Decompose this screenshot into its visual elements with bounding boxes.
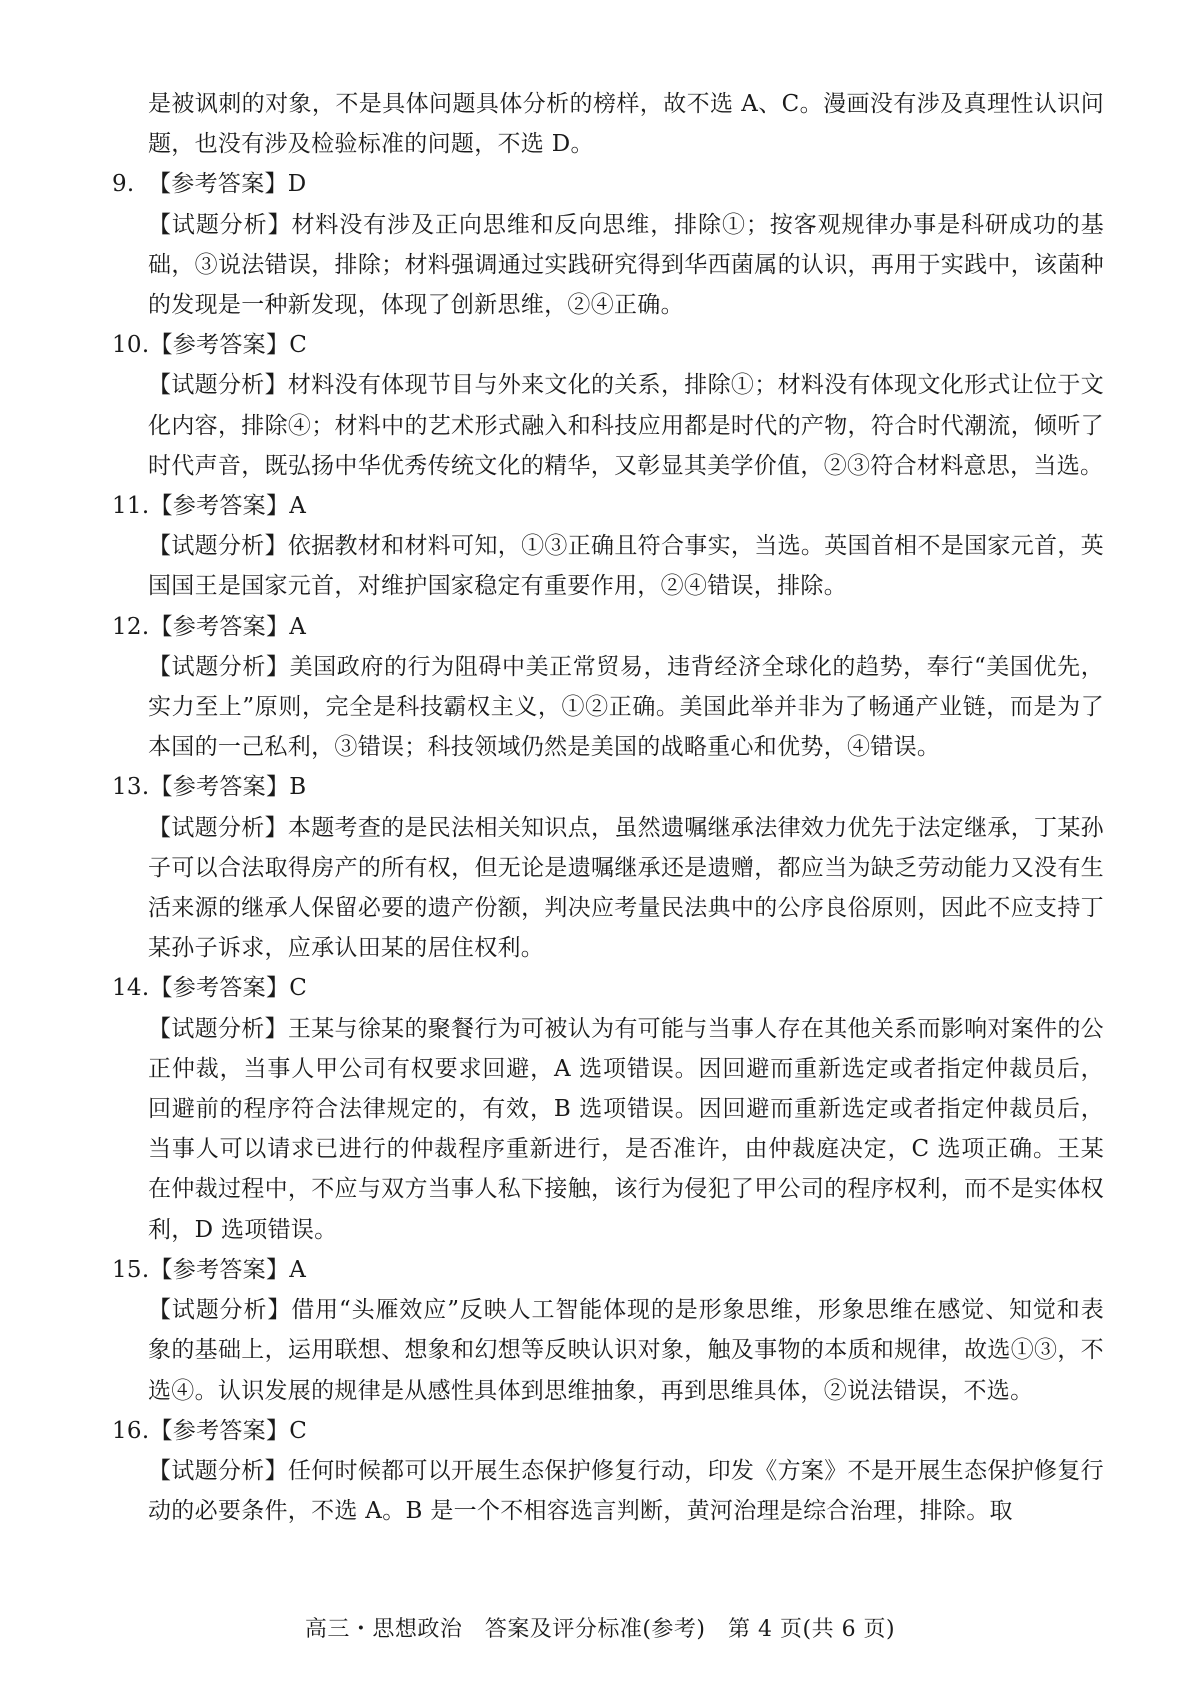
analysis-paragraph: 【试题分析】借用“头雁效应”反映人工智能体现的是形象思维，形象思维在感觉、知觉和表象的基础上，运用联想、想象和幻想等反映认识对象，触及事物的本质和规律，故选①③，不选④。认识发展的规律是从感性具体到思维抽象，再到思维具体，②说法错误，不选。 [148,1297,1104,1404]
item-number: 10. [112,332,150,359]
reference-answer: 【参考答案】C [149,975,308,1002]
item-number: 9. [112,171,135,198]
item-number: 13. [112,774,150,801]
reference-answer: 【参考答案】A [149,493,307,520]
answer-item-10 [112,325,1104,486]
answer-item-13 [112,767,1104,968]
reference-answer: 【参考答案】A [149,1256,307,1283]
reference-answer: 【参考答案】B [149,774,307,801]
reference-answer: 【参考答案】C [149,1417,308,1444]
answer-item-16 [112,1411,1104,1532]
analysis-paragraph: 【试题分析】材料没有涉及正向思维和反向思维，排除①；按客观规律办事是科研成功的基础，③说法错误，排除；材料强调通过实践研究得到华西菌属的认识，再用于实践中，该菌种的发现是一种新发现，体现了创新思维，②④正确。 [148,211,1104,319]
answer-item-15 [112,1250,1104,1411]
continuation-paragraph: 是被讽刺的对象，不是具体问题具体分析的榜样，故不选 A、C。漫画没有涉及真理性认识问题，也没有涉及检验标准的问题，不选 D。 [148,91,1104,158]
answer-content [112,84,1104,1531]
reference-answer: 【参考答案】D [148,171,307,198]
item-number: 14. [112,975,150,1002]
answer-item-14 [112,968,1104,1249]
reference-answer: 【参考答案】A [149,613,307,640]
answer-item-12 [112,607,1104,768]
item-number: 16. [112,1417,150,1444]
answer-item-9 [112,164,1104,325]
answer-item-11 [112,486,1104,607]
analysis-paragraph: 【试题分析】王某与徐某的聚餐行为可被认为有可能与当事人存在其他关系而影响对案件的公正仲裁，当事人甲公司有权要求回避，A 选项错误。因回避而重新选定或者指定仲裁员后，回避前的程序符合法律规定的，有效，B 选项错误。因回避而重新选定或者指定仲裁员后，当事人可以请求已进行的仲裁程序重新进行，是否准许，由仲裁庭决定，C 选项正确。王某在仲裁过程中，不应与双方当事人私下接触，该行为侵犯了甲公司的程序权利，而不是实体权利，D 选项错误。 [148,1015,1104,1243]
item-number: 11. [112,493,150,520]
reference-answer: 【参考答案】C [149,332,308,359]
item-number: 12. [112,613,150,640]
analysis-paragraph: 【试题分析】任何时候都可以开展生态保护修复行动，印发《方案》不是开展生态保护修复行动的必要条件，不选 A。B 是一个不相容选言判断，黄河治理是综合治理，排除。取 [148,1457,1104,1525]
page-footer: 高三・思想政治 答案及评分标准(参考) 第 4 页(共 6 页) [304,1617,896,1642]
analysis-paragraph: 【试题分析】依据教材和材料可知，①③正确且符合事实，当选。英国首相不是国家元首，英国国王是国家元首，对维护国家稳定有重要作用，②④错误，排除。 [148,533,1104,600]
item-number: 15. [112,1256,150,1283]
analysis-paragraph: 【试题分析】本题考查的是民法相关知识点，虽然遗嘱继承法律效力优先于法定继承，丁某孙子可以合法取得房产的所有权，但无论是遗嘱继承还是遗赠，都应当为缺乏劳动能力又没有生活来源的继承人保留必要的遗产份额，判决应考量民法典中的公序良俗原则，因此不应支持丁某孙子诉求，应承认田某的居住权利。 [148,814,1104,962]
analysis-paragraph: 【试题分析】美国政府的行为阻碍中美正常贸易，违背经济全球化的趋势，奉行“美国优先，实力至上”原则，完全是科技霸权主义，①②正确。美国此举并非为了畅通产业链，而是为了本国的一己私利，③错误；科技领域仍然是美国的战略重心和优势，④错误。 [148,653,1104,761]
analysis-paragraph: 【试题分析】材料没有体现节目与外来文化的关系，排除①；材料没有体现文化形式让位于文化内容，排除④；材料中的艺术形式融入和科技应用都是时代的产物，符合时代潮流，倾听了时代声音，既弘扬中华优秀传统文化的精华，又彰显其美学价值，②③符合材料意思，当选。 [148,372,1104,479]
